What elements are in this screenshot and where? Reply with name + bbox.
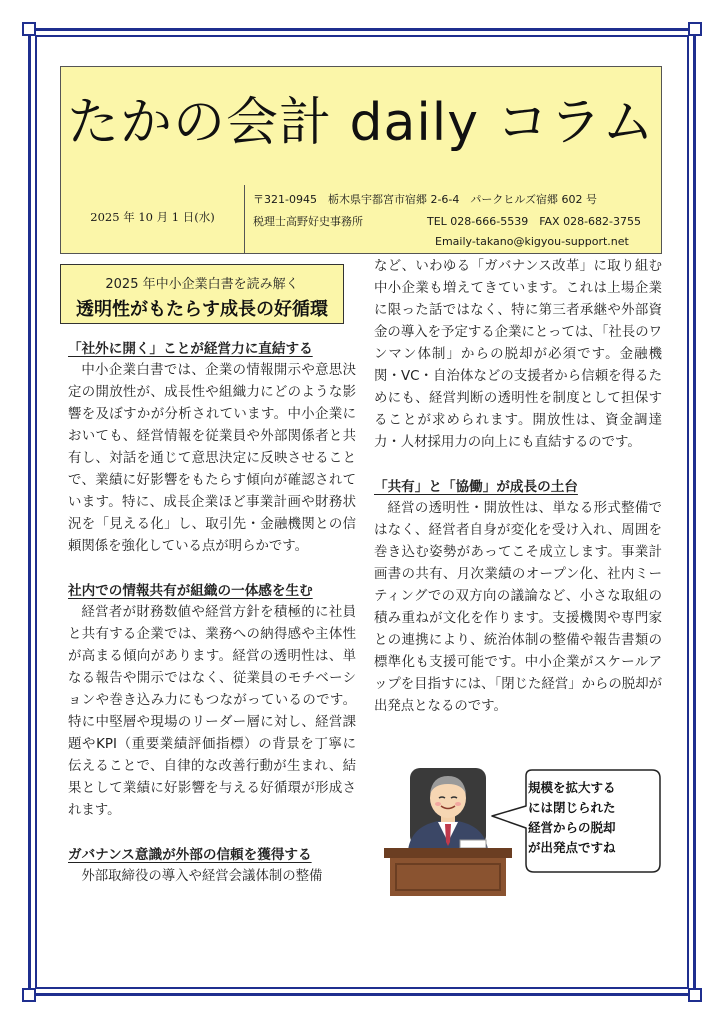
- section-heading: 「共有」と「協働」が成長の土台: [374, 479, 578, 495]
- bubble-line: 経営からの脱却: [528, 820, 616, 835]
- speech-bubble-text: [528, 778, 638, 858]
- article-column-left: [68, 338, 356, 888]
- newsletter-title: たかの会計 daily コラム: [66, 93, 656, 153]
- office-address: 〒321-0945 栃木県宇都宮市宿郷 2-6-4 パークヒルズ宿郷 602 号: [253, 193, 598, 206]
- feature-title-box: [60, 264, 344, 324]
- office-tel-fax: TEL 028-666-5539 FAX 028-682-3755: [427, 215, 642, 228]
- issue-date: 2025 年 10 月 1 日(水): [90, 210, 215, 224]
- section-heading: 「社外に開く」ことが経営力に直結する: [68, 341, 313, 357]
- article-column-right: [374, 256, 662, 718]
- contact-info: [245, 185, 661, 253]
- section-body: 中小企業白書では、企業の情報開示や意思決定の開放性が、成長性や組織力にどのような影響を及ぼすかが分析されています。中小企業においても、経営情報を従業員や外部関係者と共有し、対話を通じて意思決定に反映させることで、業績に好影響をもたらす傾向が確認されています。特に、成長企業ほど事業計画や財務状況を「見える化」し、取引先・金融機関との信頼関係を強化している点が明らかです。: [68, 363, 356, 554]
- title-band: [61, 67, 661, 186]
- section-heading: 社内での情報共有が組織の一体感を生む: [68, 583, 313, 599]
- section-body: 経営者が財務数値や経営方針を積極的に社員と共有する企業では、業務への納得感や主体性が高まる傾向があります。経営の透明性は、単なる報告や開示ではなく、従業員のモチベーションや巻き込み力にもつながっているのです。特に中堅層や現場のリーダー層に対し、経営課題やKPI（重要業績評価指標）の背景を丁寧に伝えることで、自律的な改善行動が生まれ、結果として業績に好影響を与える好循環が形成されます。: [68, 605, 356, 818]
- section-body: 経営の透明性・開放性は、単なる形式整備ではなく、経営者自身が変化を受け入れ、周囲を巻き込む姿勢があってこそ成立します。事業計画書の共有、月次業績のオープン化、社内ミーティングでの双方向の議論など、小さな取組の積み重ねが文化を作ります。支援機関や専門家との連携により、統治体制の整備や報告書類の標準化も支援可能です。中小企業がスケールアップを目指すには、「閉じた経営」からの脱却が出発点となるのです。: [374, 501, 662, 714]
- bubble-line: には閉じられた: [528, 800, 616, 815]
- newsletter-header: [60, 66, 662, 254]
- date-cell: [61, 185, 245, 253]
- feature-subtitle: 2025 年中小企業白書を読み解く: [105, 277, 299, 292]
- frame-corner-bottom-right: [688, 988, 702, 1002]
- bubble-line: 規模を拡大する: [528, 780, 616, 795]
- section-body: 外部取締役の導入や経営会議体制の整備: [81, 869, 323, 884]
- frame-corner-top-left: [22, 22, 36, 36]
- frame-corner-bottom-left: [22, 988, 36, 1002]
- frame-corner-top-right: [688, 22, 702, 36]
- section-body-continued: など、いわゆる「ガバナンス改革」に取り組む中小企業も増えてきています。これは上場企業に限った話ではなく、特に第三者承継や外部資金の導入を予定する企業にとっては、「社長のワンマン体制」からの脱却が必須です。金融機関・VC・自治体などの支援者から信頼を得るためにも、経営判断の透明性を制度として担保することが求められます。開放性は、資金調達力・人材採用力の向上にも直結するのです。: [374, 259, 662, 450]
- section-heading: ガバナンス意識が外部の信頼を獲得する: [68, 847, 312, 863]
- office-email: Emaily-takano@kigyou-support.net: [435, 235, 629, 248]
- bubble-line: が出発点ですね: [528, 840, 616, 855]
- office-name: 税理士高野好史事務所: [253, 215, 363, 228]
- feature-title: 透明性がもたらす成長の好循環: [76, 299, 328, 320]
